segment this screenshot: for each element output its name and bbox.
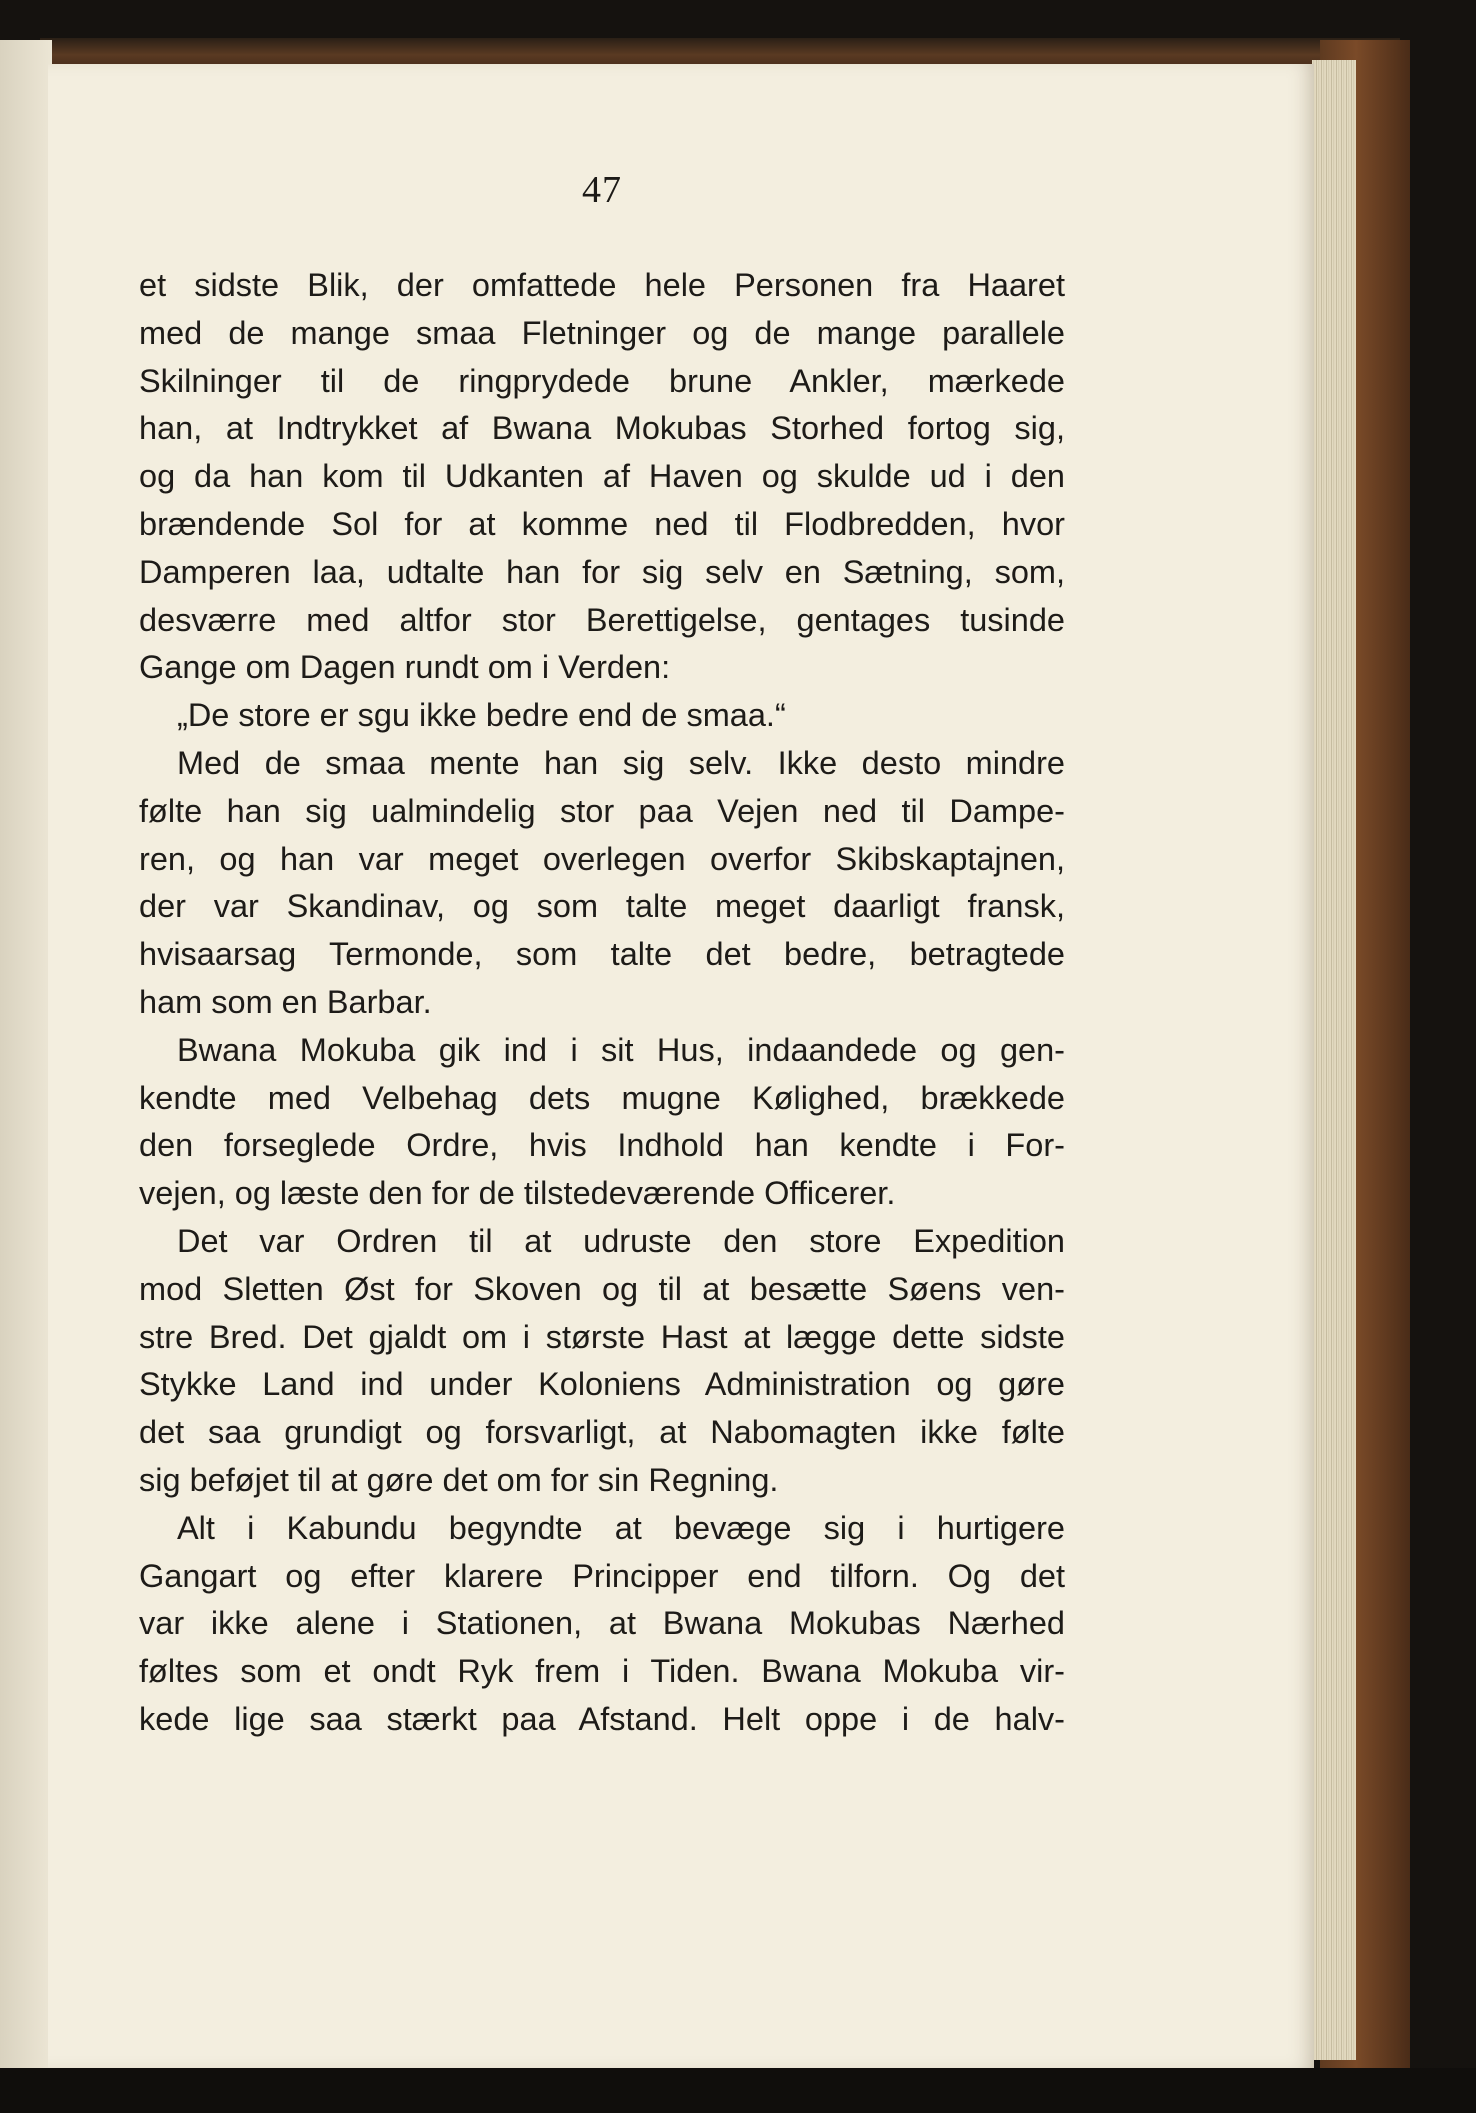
facing-page-strip <box>0 40 52 2070</box>
text-line: brændende Sol for at komme ned til Flodbredden, hvor <box>139 505 1065 542</box>
text-line: og da han kom til Udkanten af Haven og skulde ud i den <box>139 458 1065 495</box>
text-line: stre Bred. Det gjaldt om i største Hast at lægge dette sidste <box>139 1318 1065 1355</box>
text-line: ham som en Barbar. <box>139 983 432 1020</box>
text-line: mod Sletten Øst for Skoven og til at besætte Søens ven- <box>139 1270 1065 1307</box>
text-line: desværre med altfor stor Berettigelse, gentages tusinde <box>139 601 1065 638</box>
text-line: Gange om Dagen rundt om i Verden: <box>139 649 671 686</box>
text-line: hvisaarsag Termonde, som talte det bedre, betragtede <box>139 936 1065 973</box>
book-top-edge <box>40 38 1400 66</box>
text-line: Skilninger til de ringprydede brune Ankler, mærkede <box>139 362 1065 399</box>
text-line: med de mange smaa Fletninger og de mange parallele <box>139 314 1065 351</box>
text-line: Det var Ordren til at udruste den store Expedition <box>177 1222 1065 1259</box>
text-line: Alt i Kabundu begyndte at bevæge sig i hurtigere <box>177 1509 1065 1546</box>
text-line: der var Skandinav, og som talte meget daarligt fransk, <box>139 888 1065 925</box>
text-line: kede lige saa stærkt paa Afstand. Helt oppe i de halv- <box>139 1700 1065 1737</box>
text-line: „De store er sgu ikke bedre end de smaa.“ <box>177 697 786 734</box>
text-line: følte han sig ualmindelig stor paa Vejen ned til Dampe- <box>139 792 1065 829</box>
body-text <box>139 262 1065 1744</box>
text-line: Med de smaa mente han sig selv. Ikke desto mindre <box>177 744 1065 781</box>
text-line: kendte med Velbehag dets mugne Kølighed, brækkede <box>139 1079 1065 1116</box>
text-line: Damperen laa, udtalte han for sig selv en Sætning, som, <box>139 553 1065 590</box>
text-line: vejen, og læste den for de tilstedeværende Officerer. <box>139 1175 896 1212</box>
text-line: føltes som et ondt Ryk frem i Tiden. Bwana Mokuba vir- <box>139 1653 1065 1690</box>
text-line: det saa grundigt og forsvarligt, at Nabomagten ikke følte <box>139 1414 1065 1451</box>
text-line: han, at Indtrykket af Bwana Mokubas Storhed fortog sig, <box>139 410 1065 447</box>
text-line: Gangart og efter klarere Principper end tilforn. Og det <box>139 1557 1065 1594</box>
text-line: Bwana Mokuba gik ind i sit Hus, indaandede og gen- <box>177 1031 1065 1068</box>
text-line: Stykke Land ind under Koloniens Administration og gøre <box>139 1366 1065 1403</box>
scan-bottom-border <box>0 2068 1476 2113</box>
text-line: et sidste Blik, der omfattede hele Personen fra Haaret <box>139 267 1065 303</box>
text-line: sig beføjet til at gøre det om for sin Regning. <box>139 1461 779 1498</box>
text-line: var ikke alene i Stationen, at Bwana Mokubas Nærhed <box>139 1605 1065 1642</box>
text-line: den forseglede Ordre, hvis Indhold han kendte i For- <box>139 1127 1065 1164</box>
page-stack-edge <box>1312 60 1356 2060</box>
text-line: ren, og han var meget overlegen overfor Skibskaptajnen, <box>139 840 1065 877</box>
page-number: 47 <box>582 169 622 211</box>
